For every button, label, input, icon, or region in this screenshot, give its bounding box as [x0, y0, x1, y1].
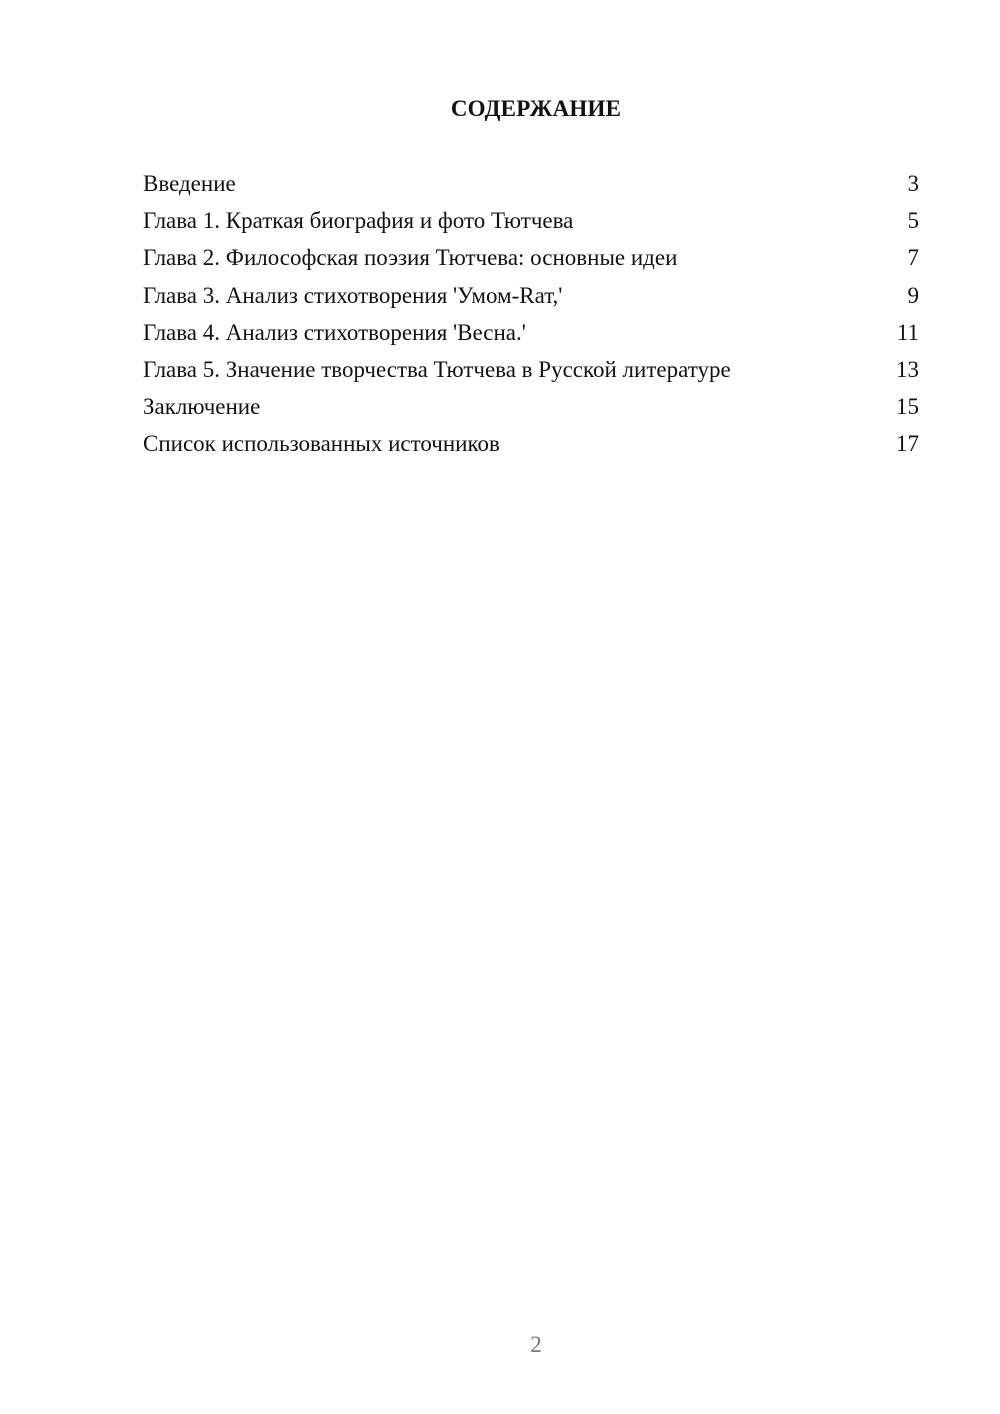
toc-entry-chapter-2[interactable]: [143, 242, 919, 279]
toc-entry-label: Глава 4. Анализ стихотворения 'Весна.': [143, 319, 526, 345]
toc-entry-label: Глава 5. Значение творчества Тютчева в Русской литературе: [143, 356, 731, 382]
toc-entry-page-number: 9: [907, 282, 919, 308]
page-number: 2: [530, 1332, 542, 1357]
toc-title: СОДЕРЖАНИЕ: [450, 96, 622, 121]
toc-entry-chapter-3[interactable]: [143, 280, 919, 317]
toc-entry-label: Введение: [143, 171, 236, 196]
toc-entry-label: Глава 2. Философская поэзия Тютчева: основные идеи: [143, 245, 678, 271]
toc-entry-page-number: 13: [896, 356, 919, 382]
toc-entry-references[interactable]: [143, 428, 919, 465]
toc-entry-label: Заключение: [143, 394, 261, 420]
toc-entry-page-number: 15: [896, 394, 919, 420]
toc-entry-introduction[interactable]: [143, 168, 919, 205]
toc-entry-page-number: 11: [896, 319, 919, 345]
toc-entry-page-number: 7: [907, 245, 919, 271]
toc-entry-label: Глава 3. Анализ стихотворения 'Умом-Rат,': [143, 282, 563, 308]
toc-entry-page-number: 3: [907, 171, 919, 196]
toc-entry-label: Глава 1. Краткая биография и фото Тютчева: [143, 208, 574, 234]
toc-entry-page-number: 17: [896, 431, 919, 457]
toc-entry-chapter-4[interactable]: [143, 317, 919, 354]
toc-entry-chapter-1[interactable]: [143, 205, 919, 242]
toc-entry-label: Список использованных источников: [143, 431, 500, 457]
toc-entry-chapter-5[interactable]: [143, 354, 919, 391]
toc-entry-page-number: 5: [907, 208, 919, 234]
table-of-contents: [143, 168, 919, 466]
toc-entry-conclusion[interactable]: [143, 391, 919, 428]
